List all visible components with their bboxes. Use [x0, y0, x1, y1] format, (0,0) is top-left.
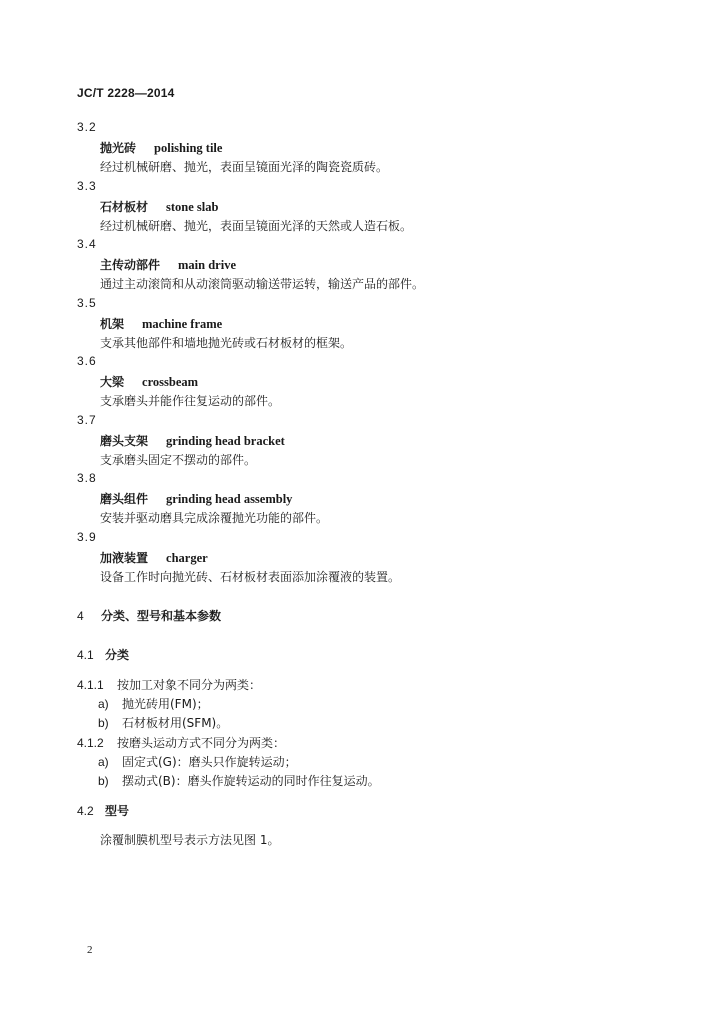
- term-number: 3.3: [77, 179, 97, 193]
- term-definition: 经过机械研磨、抛光，表面呈镜面光泽的陶瓷瓷质砖。: [100, 160, 389, 174]
- term-definition: 经过机械研磨、抛光，表面呈镜面光泽的天然或人造石板。: [100, 219, 413, 233]
- list-label: b): [98, 716, 109, 730]
- standard-code-header: JC/T 2228—2014: [77, 86, 175, 100]
- subsection-heading: [77, 646, 129, 663]
- term-title: [100, 256, 236, 273]
- clause-item: [77, 676, 261, 693]
- term-en: stone slab: [166, 200, 219, 214]
- section-number: 4.2: [77, 804, 94, 818]
- list-label: a): [98, 755, 109, 769]
- term-zh: 机架: [100, 317, 125, 331]
- term-title: [100, 432, 285, 449]
- term-definition: 通过主动滚筒和从动滚筒驱动输送带运转，输送产品的部件。: [100, 277, 425, 291]
- clause-number: 4.1.1: [77, 678, 104, 692]
- term-zh: 磨头组件: [100, 492, 149, 506]
- list-item: [98, 695, 209, 712]
- clause-text: 按磨头运动方式不同分为两类：: [117, 736, 286, 750]
- section-number: 4: [77, 609, 84, 623]
- list-text: 抛光砖用(FM)；: [122, 697, 209, 711]
- paragraph: 涂覆制膜机型号表示方法见图 1。: [100, 833, 280, 847]
- term-title: [100, 198, 218, 215]
- list-text: 石材板材用(SFM)。: [122, 716, 229, 730]
- term-title: [100, 490, 292, 507]
- term-number: 3.8: [77, 471, 97, 485]
- term-zh: 主传动部件: [100, 258, 161, 272]
- list-item: [98, 753, 297, 770]
- term-definition: 支承其他部件和墙地抛光砖或石材板材的框架。: [100, 336, 353, 350]
- term-number: 3.6: [77, 354, 97, 368]
- term-zh: 大梁: [100, 375, 125, 389]
- clause-text: 按加工对象不同分为两类：: [117, 678, 262, 692]
- list-text: 摆动式(B)：磨头作旋转运动的同时作往复运动。: [122, 774, 380, 788]
- term-title: [100, 315, 222, 332]
- term-definition: 设备工作时向抛光砖、石材板材表面添加涂覆液的装置。: [100, 570, 401, 584]
- term-title: [100, 139, 222, 156]
- term-zh: 磨头支架: [100, 434, 149, 448]
- clause-number: 4.1.2: [77, 736, 104, 750]
- list-text: 固定式(G)：磨头只作旋转运动；: [122, 755, 297, 769]
- term-definition: 支承磨头固定不摆动的部件。: [100, 453, 257, 467]
- term-en: main drive: [178, 258, 236, 272]
- term-en: grinding head assembly: [166, 492, 293, 506]
- list-item: [98, 772, 380, 789]
- section-number: 4.1: [77, 648, 94, 662]
- section-heading: [77, 607, 221, 624]
- term-zh: 石材板材: [100, 200, 149, 214]
- term-en: charger: [166, 551, 208, 565]
- term-zh: 加液装置: [100, 551, 149, 565]
- term-definition: 安装并驱动磨具完成涂覆抛光功能的部件。: [100, 511, 329, 525]
- section-title: 分类、型号和基本参数: [101, 609, 222, 623]
- term-title: [100, 549, 208, 566]
- list-label: a): [98, 697, 109, 711]
- clause-item: [77, 734, 285, 751]
- term-number: 3.2: [77, 120, 97, 134]
- term-number: 3.4: [77, 237, 97, 251]
- term-number: 3.5: [77, 296, 97, 310]
- term-en: grinding head bracket: [166, 434, 285, 448]
- term-number: 3.9: [77, 530, 97, 544]
- page-number: 2: [87, 944, 93, 956]
- section-title: 型号: [105, 804, 130, 818]
- list-item: [98, 714, 228, 731]
- term-definition: 支承磨头并能作往复运动的部件。: [100, 394, 281, 408]
- term-en: machine frame: [142, 317, 223, 331]
- list-label: b): [98, 774, 109, 788]
- section-title: 分类: [105, 648, 130, 662]
- term-number: 3.7: [77, 413, 97, 427]
- term-zh: 抛光砖: [100, 141, 137, 155]
- term-title: [100, 373, 198, 390]
- term-en: polishing tile: [154, 141, 223, 155]
- subsection-heading: [77, 802, 129, 819]
- term-en: crossbeam: [142, 375, 199, 389]
